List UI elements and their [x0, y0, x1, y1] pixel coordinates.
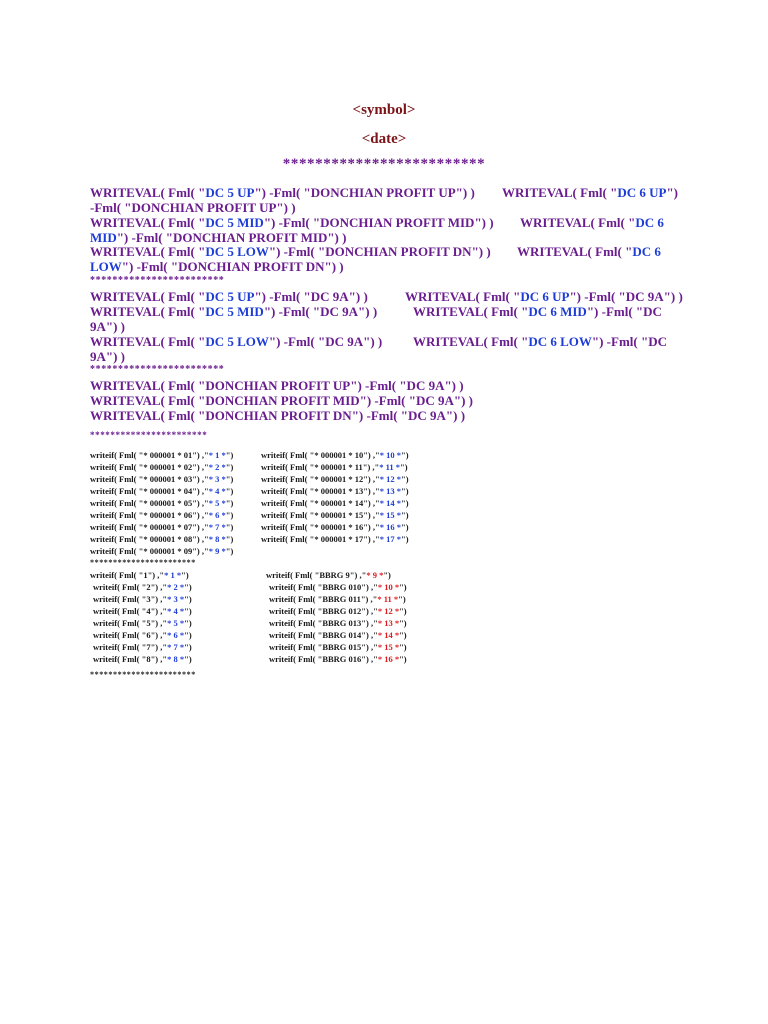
- profit-dc9a-text: WRITEVAL( Fml( "DONCHIAN PROFIT MID") -Fml( "DC 9A") ): [90, 393, 473, 408]
- writeif-b-left-code: writeif( Fml( "7") ,": [93, 642, 168, 652]
- dc9a-left-pre: WRITEVAL( Fml( ": [90, 304, 206, 319]
- writeif-b-right-code: writeif( Fml( "BBRG 010") ,": [269, 582, 378, 592]
- writeif-b-left-close: "): [184, 630, 192, 640]
- writeif-a-right-label: * 17 *: [379, 534, 401, 544]
- writeif-b-right-code: writeif( Fml( "BBRG 014") ,": [269, 630, 378, 640]
- dc9a-line-right: [413, 334, 667, 349]
- writeif-b-right-label: * 9 *: [366, 570, 384, 580]
- writeif-b-right-close: "): [383, 570, 391, 580]
- writeif-b-left: [90, 569, 189, 581]
- writeval-right-highlight: DC 6: [632, 244, 661, 259]
- writeval-cont-highlight: MID: [90, 230, 117, 245]
- writeif-b-right-label: * 12 *: [377, 606, 400, 616]
- dc9a-line-left: [90, 304, 377, 319]
- writeif-b-left: [93, 605, 192, 617]
- writeif-b-right: [269, 641, 407, 653]
- writeif-a-left-label: * 2 *: [208, 462, 226, 472]
- writeval-left-pre: WRITEVAL( Fml( ": [90, 215, 206, 230]
- star-divider-5: ***********************: [90, 670, 196, 679]
- writeif-b-right-close: "): [398, 594, 406, 604]
- writeval-left-pre: WRITEVAL( Fml( ": [90, 185, 206, 200]
- writeval-right-pre: WRITEVAL( Fml( ": [502, 185, 618, 200]
- writeval-left-pre: WRITEVAL( Fml( ": [90, 244, 206, 259]
- dc9a-left-highlight: DC 5 LOW: [205, 334, 269, 349]
- dc9a-right-post: ") -Fml( "DC: [586, 304, 662, 319]
- dc9a-right-highlight: DC 6 MID: [528, 304, 587, 319]
- writeif-b-left-label: * 3 *: [167, 594, 185, 604]
- writeif-a-right-close: "): [400, 474, 409, 484]
- writeif-a-left: [90, 461, 233, 473]
- dc9a-left-highlight: DC 5 UP: [205, 289, 255, 304]
- writeif-b-right: [269, 653, 407, 665]
- writeif-a-right-close: "): [400, 498, 409, 508]
- writeif-a-right-close: "): [400, 510, 409, 520]
- writeif-a-right: [261, 533, 409, 545]
- writeval-line-cont: [90, 200, 296, 215]
- writeval-right-post: "): [666, 185, 678, 200]
- writeif-b-left-label: * 5 *: [167, 618, 185, 628]
- writeif-a-right-code: writeif( Fml( "* 000001 * 15") ,": [261, 510, 380, 520]
- writeif-b-right-label: * 16 *: [377, 654, 400, 664]
- writeif-a-right-label: * 16 *: [379, 522, 401, 532]
- dc9a-line-right: [405, 289, 683, 304]
- writeif-b-right-label: * 10 *: [377, 582, 400, 592]
- writeif-a-right: [261, 461, 408, 473]
- writeif-a-left-code: writeif( Fml( "* 000001 * 04") ,": [90, 486, 209, 496]
- writeif-a-right-code: writeif( Fml( "* 000001 * 10") ,": [261, 450, 380, 460]
- writeif-a-left-label: * 6 *: [208, 510, 226, 520]
- writeif-a-left-label: * 9 *: [208, 546, 226, 556]
- dc9a-right-pre: WRITEVAL( Fml( ": [405, 289, 521, 304]
- writeval-left-highlight: DC 5 LOW: [205, 244, 269, 259]
- writeif-b-right-close: "): [399, 606, 407, 616]
- writeif-b-left-label: * 8 *: [167, 654, 185, 664]
- writeif-b-left-label: * 7 *: [167, 642, 185, 652]
- writeif-b-right-close: "): [399, 582, 407, 592]
- writeif-a-left-label: * 8 *: [208, 534, 226, 544]
- writeif-a-right-label: * 15 *: [379, 510, 401, 520]
- writeif-a-right-code: writeif( Fml( "* 000001 * 14") ,": [261, 498, 380, 508]
- writeif-a-right-label: * 14 *: [379, 498, 401, 508]
- writeif-b-right-close: "): [399, 642, 407, 652]
- dc9a-cont-text: 9A") ): [90, 349, 126, 364]
- writeif-b-left: [93, 629, 192, 641]
- writeif-a-left-close: "): [225, 450, 234, 460]
- writeif-a-left-close: "): [225, 498, 234, 508]
- writeif-a-right-label: * 13 *: [379, 486, 401, 496]
- writeif-b-left: [93, 581, 192, 593]
- writeif-b-left-label: * 6 *: [167, 630, 185, 640]
- dc9a-left-post: ") -Fml( "DC 9A") ): [254, 289, 368, 304]
- writeif-a-right-label: * 11 *: [379, 462, 401, 472]
- writeif-b-right-code: writeif( Fml( "BBRG 9") ,": [266, 570, 367, 580]
- writeif-b-left-close: "): [184, 606, 192, 616]
- profit-dc9a-line: [90, 393, 473, 408]
- writeval-line-left: [90, 244, 491, 259]
- writeif-a-left: [90, 545, 233, 557]
- dc9a-left-pre: WRITEVAL( Fml( ": [90, 289, 206, 304]
- writeif-a-left-close: "): [225, 474, 234, 484]
- writeif-b-right-code: writeif( Fml( "BBRG 013") ,": [269, 618, 378, 628]
- dc9a-right-post: ") -Fml( "DC 9A") ): [569, 289, 683, 304]
- writeif-b-right-label: * 14 *: [377, 630, 400, 640]
- writeif-b-left-close: "): [184, 594, 192, 604]
- writeval-cont-text: ") -Fml( "DONCHIAN PROFIT DN") ): [121, 259, 344, 274]
- writeval-line-left: [90, 215, 494, 230]
- dc9a-line-left: [90, 289, 368, 304]
- writeif-b-right: [269, 617, 407, 629]
- writeif-b-left-close: "): [181, 570, 189, 580]
- dc9a-line-right: [413, 304, 662, 319]
- writeif-b-right-label: * 11 *: [377, 594, 399, 604]
- star-divider-1: ************************: [90, 275, 225, 286]
- writeif-a-right-close: "): [400, 486, 409, 496]
- dc9a-left-highlight: DC 5 MID: [205, 304, 264, 319]
- writeif-a-left-label: * 1 *: [208, 450, 226, 460]
- writeif-b-left-code: writeif( Fml( "3") ,": [93, 594, 168, 604]
- writeif-a-left-close: "): [225, 522, 234, 532]
- writeif-a-right: [261, 497, 409, 509]
- symbol-placeholder: <symbol>: [352, 102, 416, 118]
- writeif-b-right: [266, 569, 391, 581]
- writeval-right-pre: WRITEVAL( Fml( ": [517, 244, 633, 259]
- writeif-a-left-close: "): [225, 486, 234, 496]
- dc9a-right-pre: WRITEVAL( Fml( ": [413, 334, 529, 349]
- dc9a-cont-text: 9A") ): [90, 319, 126, 334]
- writeif-a-right: [261, 485, 409, 497]
- writeif-b-left-code: writeif( Fml( "4") ,": [93, 606, 168, 616]
- writeif-a-right-close: "): [400, 462, 408, 472]
- profit-dc9a-line: [90, 378, 464, 393]
- writeif-a-left: [90, 521, 233, 533]
- writeif-a-left-code: writeif( Fml( "* 000001 * 01") ,": [90, 450, 209, 460]
- profit-dc9a-text: WRITEVAL( Fml( "DONCHIAN PROFIT DN") -Fml( "DC 9A") ): [90, 408, 466, 423]
- writeif-a-left-close: "): [225, 510, 234, 520]
- writeif-a-left-code: writeif( Fml( "* 000001 * 09") ,": [90, 546, 209, 556]
- writeif-a-left-close: "): [225, 462, 234, 472]
- date-placeholder: <date>: [361, 131, 407, 147]
- writeif-a-left-label: * 4 *: [208, 486, 226, 496]
- writeif-b-left-code: writeif( Fml( "6") ,": [93, 630, 168, 640]
- dc9a-left-post: ") -Fml( "DC 9A") ): [268, 334, 383, 349]
- star-divider-2: ************************: [90, 364, 225, 375]
- writeif-a-left-label: * 7 *: [208, 522, 226, 532]
- writeval-cont-text: -Fml( "DONCHIAN PROFIT UP") ): [90, 200, 296, 215]
- writeif-a-right-label: * 10 *: [379, 450, 401, 460]
- writeval-line-left: [90, 185, 475, 200]
- writeif-b-right: [269, 605, 407, 617]
- writeif-a-right: [261, 509, 409, 521]
- writeif-a-left-code: writeif( Fml( "* 000001 * 08") ,": [90, 534, 209, 544]
- dc9a-right-highlight: DC 6 LOW: [528, 334, 592, 349]
- writeval-left-post: ") -Fml( "DONCHIAN PROFIT MID") ): [263, 215, 494, 230]
- writeval-left-highlight: DC 5 UP: [205, 185, 255, 200]
- writeif-b-right: [269, 593, 406, 605]
- writeif-a-right-close: "): [400, 522, 409, 532]
- profit-dc9a-line: [90, 408, 465, 423]
- writeif-b-right-close: "): [399, 630, 407, 640]
- writeif-b-left: [93, 653, 192, 665]
- writeif-b-left-close: "): [184, 654, 192, 664]
- writeif-a-left: [90, 509, 233, 521]
- dc9a-line-cont: [90, 319, 125, 334]
- writeval-line-right: [517, 244, 661, 259]
- writeif-b-left: [93, 641, 192, 653]
- dc9a-right-highlight: DC 6 UP: [520, 289, 570, 304]
- writeif-a-left-code: writeif( Fml( "* 000001 * 06") ,": [90, 510, 209, 520]
- writeif-b-left-label: * 1 *: [164, 570, 182, 580]
- writeif-a-left: [90, 533, 233, 545]
- dc9a-line-left: [90, 334, 382, 349]
- writeif-b-left-close: "): [184, 642, 192, 652]
- writeif-b-left-code: writeif( Fml( "1") ,": [90, 570, 165, 580]
- star-divider-4: ***********************: [90, 558, 196, 567]
- writeif-a-left-code: writeif( Fml( "* 000001 * 05") ,": [90, 498, 209, 508]
- writeval-cont-text: ") -Fml( "DONCHIAN PROFIT MID") ): [116, 230, 347, 245]
- writeif-a-right-code: writeif( Fml( "* 000001 * 17") ,": [261, 534, 380, 544]
- writeif-b-right-label: * 15 *: [377, 642, 400, 652]
- writeval-right-highlight: DC 6: [635, 215, 664, 230]
- writeif-a-right: [261, 449, 409, 461]
- writeif-a-left-close: "): [225, 534, 234, 544]
- writeif-a-left: [90, 473, 233, 485]
- writeval-left-post: ") -Fml( "DONCHIAN PROFIT DN") ): [268, 244, 491, 259]
- writeif-b-left: [93, 617, 192, 629]
- writeif-b-right: [269, 581, 407, 593]
- writeval-left-highlight: DC 5 MID: [205, 215, 264, 230]
- writeif-b-right-code: writeif( Fml( "BBRG 015") ,": [269, 642, 378, 652]
- writeif-a-left-label: * 3 *: [208, 474, 226, 484]
- star-divider-3: ***********************: [90, 430, 208, 440]
- dc9a-line-cont: [90, 349, 125, 364]
- writeif-b-right-code: writeif( Fml( "BBRG 016") ,": [269, 654, 378, 664]
- dc9a-left-pre: WRITEVAL( Fml( ": [90, 334, 206, 349]
- dc9a-right-post: ") -Fml( "DC: [591, 334, 667, 349]
- writeval-left-post: ") -Fml( "DONCHIAN PROFIT UP") ): [254, 185, 475, 200]
- writeval-line-cont: [90, 230, 346, 245]
- writeval-right-pre: WRITEVAL( Fml( ": [520, 215, 636, 230]
- writeif-b-left-label: * 4 *: [167, 606, 185, 616]
- writeif-b-right-close: "): [399, 618, 407, 628]
- writeif-a-right-code: writeif( Fml( "* 000001 * 11") ,": [261, 462, 380, 472]
- profit-dc9a-text: WRITEVAL( Fml( "DONCHIAN PROFIT UP") -Fml( "DC 9A") ): [90, 378, 464, 393]
- writeif-a-right-code: writeif( Fml( "* 000001 * 12") ,": [261, 474, 380, 484]
- writeval-right-highlight: DC 6 UP: [617, 185, 667, 200]
- writeif-b-left-code: writeif( Fml( "8") ,": [93, 654, 168, 664]
- writeif-a-right-close: "): [400, 450, 409, 460]
- dc9a-left-post: ") -Fml( "DC 9A") ): [263, 304, 378, 319]
- writeval-line-cont: [90, 259, 344, 274]
- writeif-b-right-code: writeif( Fml( "BBRG 012") ,": [269, 606, 378, 616]
- writeif-a-left: [90, 449, 233, 461]
- writeif-b-left-label: * 2 *: [167, 582, 185, 592]
- dc9a-right-pre: WRITEVAL( Fml( ": [413, 304, 529, 319]
- writeif-a-left-code: writeif( Fml( "* 000001 * 07") ,": [90, 522, 209, 532]
- writeval-cont-highlight: LOW: [90, 259, 122, 274]
- writeif-b-left-code: writeif( Fml( "2") ,": [93, 582, 168, 592]
- writeif-a-right: [261, 521, 409, 533]
- writeif-a-right-close: "): [400, 534, 409, 544]
- writeif-b-left-code: writeif( Fml( "5") ,": [93, 618, 168, 628]
- writeval-line-right: [502, 185, 678, 200]
- writeif-a-left-code: writeif( Fml( "* 000001 * 03") ,": [90, 474, 209, 484]
- writeif-a-left-close: "): [225, 546, 234, 556]
- writeif-b-left-close: "): [184, 582, 192, 592]
- writeif-a-right: [261, 473, 409, 485]
- writeif-a-right-code: writeif( Fml( "* 000001 * 16") ,": [261, 522, 380, 532]
- writeval-line-right: [520, 215, 664, 230]
- star-divider-top: *************************: [282, 156, 486, 172]
- writeif-a-left: [90, 485, 233, 497]
- writeif-a-right-code: writeif( Fml( "* 000001 * 13") ,": [261, 486, 380, 496]
- writeif-b-left-close: "): [184, 618, 192, 628]
- writeif-b-right-label: * 13 *: [377, 618, 400, 628]
- writeif-b-right-code: writeif( Fml( "BBRG 011") ,": [269, 594, 378, 604]
- writeif-a-left-code: writeif( Fml( "* 000001 * 02") ,": [90, 462, 209, 472]
- writeif-a-right-label: * 12 *: [379, 474, 401, 484]
- writeif-a-left: [90, 497, 233, 509]
- writeif-a-left-label: * 5 *: [208, 498, 226, 508]
- writeif-b-right-close: "): [399, 654, 407, 664]
- writeif-b-right: [269, 629, 407, 641]
- writeif-b-left: [93, 593, 192, 605]
